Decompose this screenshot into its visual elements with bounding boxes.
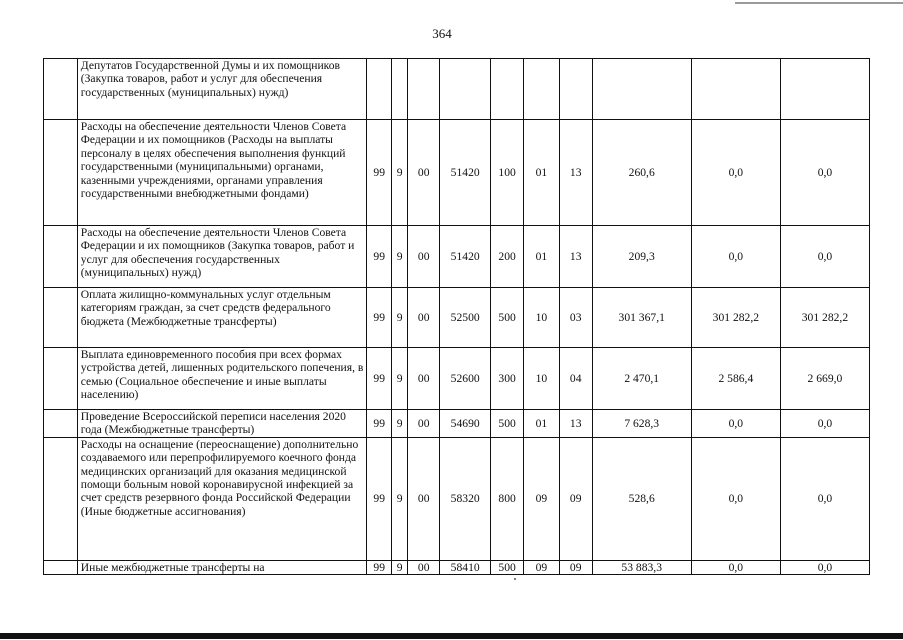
cell-subprogram: 9 [391,348,407,410]
cell-program: 99 [367,410,392,438]
cell-expense-type [491,59,524,120]
cell-program: 99 [367,120,392,226]
cell-subsection [559,59,592,120]
cell-amount-1: 209,3 [592,226,691,288]
cell-amount-3: 0,0 [780,120,869,226]
row-description: Иные межбюджетные трансферты на [77,560,367,574]
cell-amount-3: 301 282,2 [780,288,869,348]
cell-code: 54690 [440,410,491,438]
scan-speck [514,578,516,580]
cell-amount-1: 301 367,1 [592,288,691,348]
budget-table [43,58,870,575]
cell-expense-type: 500 [491,410,524,438]
cell-section: 09 [524,437,560,560]
cell-program [367,59,392,120]
row-spacer-cell [44,560,78,574]
cell-amount-3: 0,0 [780,226,869,288]
cell-amount-1 [592,59,691,120]
cell-direction: 00 [408,288,440,348]
scan-edge-line [735,2,903,4]
row-spacer-cell [44,59,78,120]
row-spacer-cell [44,226,78,288]
cell-amount-2: 0,0 [691,410,780,438]
scan-bottom-edge [0,633,903,639]
cell-subprogram: 9 [391,288,407,348]
cell-subsection: 13 [559,120,592,226]
cell-section: 09 [524,560,560,574]
cell-program: 99 [367,437,392,560]
table-row [44,288,870,348]
cell-code [440,59,491,120]
table-row [44,560,870,574]
cell-amount-3: 0,0 [780,410,869,438]
row-description: Расходы на обеспечение деятельности Членов Совета Федерации и их помощников (Закупка товаров, работ и услуг для обеспечения государственных (муниципальных) нужд) [77,226,367,288]
cell-code: 51420 [440,226,491,288]
cell-subprogram [391,59,407,120]
cell-direction: 00 [408,560,440,574]
cell-amount-3: 0,0 [780,560,869,574]
cell-program: 99 [367,560,392,574]
cell-subprogram: 9 [391,410,407,438]
row-description: Расходы на оснащение (переоснащение) дополнительно создаваемого или перепрофилируемого коечного фонда медицинских организаций для оказания медицинской помощи больным новой коронавирусной инфекцией за счет средств резервного фонда Российской Федерации (Иные бюджетные ассигнования) [77,437,367,560]
cell-expense-type: 500 [491,288,524,348]
cell-amount-2 [691,59,780,120]
cell-subsection: 13 [559,410,592,438]
row-spacer-cell [44,120,78,226]
cell-amount-2: 0,0 [691,560,780,574]
cell-direction: 00 [408,410,440,438]
cell-direction: 00 [408,348,440,410]
cell-code: 58320 [440,437,491,560]
row-description: Расходы на обеспечение деятельности Членов Совета Федерации и их помощников (Расходы на выплаты персоналу в целях обеспечения выполнения функций государственными (муниципальными) органами, казенными учреждениями, органами управления государственными внебюджетными фондами) [77,120,367,226]
cell-expense-type: 300 [491,348,524,410]
cell-subsection: 09 [559,560,592,574]
cell-section: 01 [524,120,560,226]
cell-section: 10 [524,288,560,348]
cell-direction: 00 [408,120,440,226]
cell-subsection: 09 [559,437,592,560]
row-spacer-cell [44,410,78,438]
cell-amount-3: 0,0 [780,437,869,560]
cell-expense-type: 100 [491,120,524,226]
cell-code: 58410 [440,560,491,574]
cell-program: 99 [367,288,392,348]
row-description: Оплата жилищно-коммунальных услуг отдельным категориям граждан, за счет средств федерального бюджета (Межбюджетные трансферты) [77,288,367,348]
cell-expense-type: 500 [491,560,524,574]
cell-section: 01 [524,410,560,438]
cell-direction [408,59,440,120]
cell-amount-2: 0,0 [691,437,780,560]
cell-amount-2: 0,0 [691,226,780,288]
cell-section [524,59,560,120]
cell-subprogram: 9 [391,560,407,574]
row-spacer-cell [44,348,78,410]
cell-amount-1: 260,6 [592,120,691,226]
table-row [44,120,870,226]
row-description: Депутатов Государственной Думы и их помощников (Закупка товаров, работ и услуг для обеспечения государственных (муниципальных) нужд) [77,59,367,120]
cell-amount-1: 2 470,1 [592,348,691,410]
cell-amount-1: 53 883,3 [592,560,691,574]
cell-amount-1: 7 628,3 [592,410,691,438]
cell-amount-3 [780,59,869,120]
cell-program: 99 [367,226,392,288]
table-row [44,59,870,120]
row-description: Выплата единовременного пособия при всех формах устройства детей, лишенных родительского попечения, в семью (Социальное обеспечение и иные выплаты населению) [77,348,367,410]
table-row [44,410,870,438]
page-number: 364 [432,26,452,41]
cell-section: 10 [524,348,560,410]
budget-table-body [44,59,870,575]
table-row [44,226,870,288]
row-description: Проведение Всероссийской переписи населения 2020 года (Межбюджетные трансферты) [77,410,367,438]
cell-direction: 00 [408,437,440,560]
cell-subprogram: 9 [391,437,407,560]
cell-code: 51420 [440,120,491,226]
cell-subsection: 04 [559,348,592,410]
cell-amount-3: 2 669,0 [780,348,869,410]
cell-amount-2: 301 282,2 [691,288,780,348]
cell-direction: 00 [408,226,440,288]
table-row [44,437,870,560]
cell-subprogram: 9 [391,120,407,226]
cell-subsection: 03 [559,288,592,348]
cell-expense-type: 800 [491,437,524,560]
cell-code: 52500 [440,288,491,348]
cell-subsection: 13 [559,226,592,288]
cell-section: 01 [524,226,560,288]
cell-amount-2: 2 586,4 [691,348,780,410]
cell-program: 99 [367,348,392,410]
cell-subprogram: 9 [391,226,407,288]
table-row [44,348,870,410]
row-spacer-cell [44,437,78,560]
cell-amount-1: 528,6 [592,437,691,560]
row-spacer-cell [44,288,78,348]
cell-code: 52600 [440,348,491,410]
cell-amount-2: 0,0 [691,120,780,226]
cell-expense-type: 200 [491,226,524,288]
